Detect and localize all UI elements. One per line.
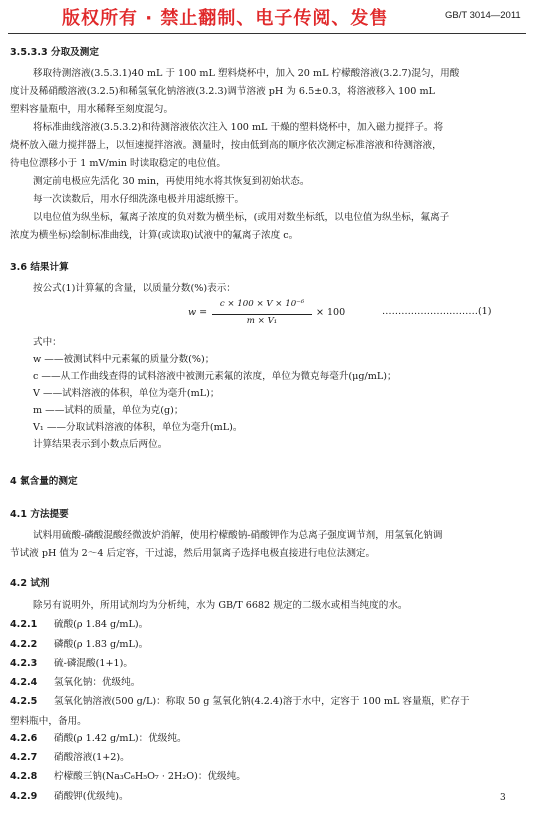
reagent-text: 硝酸钾(优级纯)。 bbox=[54, 791, 129, 802]
formula-denominator: m × V₁ bbox=[246, 316, 278, 326]
reagent-number: 4.2.9 bbox=[10, 791, 38, 802]
paragraph-line: 塑料容量瓶中，用水稀释至刻度混匀。 bbox=[10, 104, 174, 115]
reagent-text: 硝酸(ρ 1.42 g/mL)：优级纯。 bbox=[54, 733, 187, 744]
reagent-text: 硫-磷混酸(1+1)。 bbox=[54, 658, 133, 669]
reagent-item bbox=[10, 713, 87, 731]
reagent-item bbox=[10, 693, 470, 711]
paragraph-line: 测定前电极应先活化 30 min，再使用纯水将其恢复到初始状态。 bbox=[33, 176, 310, 187]
paragraph-line: 以电位值为纵坐标，氟离子浓度的负对数为横坐标，(或用对数坐标纸，以电位值为纵坐标，氟离子 bbox=[33, 212, 450, 223]
reagent-text: 氢氧化钠溶液(500 g/L)：称取 50 g 氢氧化钠(4.2.4)溶于水中，定容于 100 mL 容量瓶，贮存于 bbox=[54, 696, 470, 707]
reagent-text: 硫酸(ρ 1.84 g/mL)。 bbox=[54, 619, 149, 630]
reagent-text: 磷酸(ρ 1.83 g/mL)。 bbox=[54, 639, 149, 650]
paragraph-line: 除另有说明外，所用试剂均为分析纯，水为 GB/T 6682 规定的二级水或相当纯度的水。 bbox=[33, 600, 408, 611]
header-divider bbox=[8, 33, 526, 34]
page-number: 3 bbox=[500, 793, 506, 803]
paragraph-line: 移取待测溶液(3.5.3.1)40 mL 于 100 mL 塑料烧杯中，加入 20 mL 柠檬酸溶液(3.2.7)混匀，用酸 bbox=[33, 68, 460, 79]
reagent-number: 4.2.2 bbox=[10, 639, 38, 650]
section-heading-4-1: 4.1 方法提要 bbox=[10, 509, 69, 520]
reagent-item bbox=[10, 655, 133, 673]
reagent-item bbox=[10, 749, 130, 767]
rounding-note: 计算结果表示到小数点后两位。 bbox=[33, 439, 168, 450]
section-heading-4: 4 氯含量的测定 bbox=[10, 476, 78, 487]
reagent-text: 柠檬酸三钠(Na₃C₆H₅O₇ · 2H₂O)：优级纯。 bbox=[54, 771, 246, 782]
formula-number: …………………………(1) bbox=[382, 306, 492, 317]
reagent-number: 4.2.7 bbox=[10, 752, 38, 763]
fraction-bar bbox=[212, 314, 312, 315]
paragraph-line: 将标准曲线溶液(3.5.3.2)和待测溶液依次注入 100 mL 干燥的塑料烧杯中，加入磁力搅拌子。将 bbox=[33, 122, 444, 133]
variable-definition: c ——从工作曲线查得的试料溶液中被测元素氟的浓度，单位为微克每毫升(μg/mL)； bbox=[33, 371, 397, 382]
paragraph-line: 每一次读数后，用水仔细洗涤电极并用滤纸擦干。 bbox=[33, 194, 245, 205]
variable-definition: m ——试料的质量，单位为克(g)； bbox=[33, 405, 184, 416]
reagent-number: 4.2.3 bbox=[10, 658, 38, 669]
section-heading-4-2: 4.2 试剂 bbox=[10, 578, 50, 589]
reagent-number: 4.2.6 bbox=[10, 733, 38, 744]
reagent-item bbox=[10, 636, 148, 654]
reagent-item bbox=[10, 616, 148, 634]
reagent-item bbox=[10, 788, 129, 806]
paragraph-line: 烧杯放入磁力搅拌器上，以恒速搅拌溶液。测量时，按由低到高的顺序依次测定标准溶液和待测溶液， bbox=[10, 140, 442, 151]
paragraph-line: 节试液 pH 值为 2～4 后定容，干过滤，然后用氯离子选择电极直接进行电位法测定。 bbox=[10, 548, 376, 559]
reagent-text: 氢氧化钠：优级纯。 bbox=[54, 677, 141, 688]
reagent-number: 4.2.5 bbox=[10, 696, 38, 707]
paragraph-line: 试料用硫酸-磷酸混酸经微波炉消解，使用柠檬酸钠-硝酸钾作为总离子强度调节剂，用氢氧化钠调 bbox=[33, 530, 443, 541]
section-heading-3-5-3-3: 3.5.3.3 分取及测定 bbox=[10, 47, 99, 58]
section-heading-3-6: 3.6 结果计算 bbox=[10, 262, 69, 273]
reagent-number: 4.2.4 bbox=[10, 677, 38, 688]
paragraph-line: 待电位漂移小于 1 mV/min 时读取稳定的电位值。 bbox=[10, 158, 226, 169]
reagent-item bbox=[10, 674, 140, 692]
reagent-item bbox=[10, 768, 246, 786]
formula-intro: 按公式(1)计算氟的含量，以质量分数(%)表示： bbox=[33, 283, 236, 294]
reagent-number: 4.2.8 bbox=[10, 771, 38, 782]
reagent-item bbox=[10, 730, 187, 748]
reagent-text: 硝酸溶液(1+2)。 bbox=[54, 752, 130, 763]
variable-definition: w ——被测试料中元素氟的质量分数(%)； bbox=[33, 354, 215, 365]
watermark-banner: 版权所有 · 禁止翻制、电子传阅、发售 bbox=[62, 8, 389, 29]
where-label: 式中： bbox=[33, 337, 62, 348]
paragraph-line: 度计及稀硝酸溶液(3.2.5)和稀氢氧化钠溶液(3.2.3)调节溶液 pH 为 6.5±0.3，将溶液移入 100 mL bbox=[10, 86, 435, 97]
reagent-number: 4.2.1 bbox=[10, 619, 38, 630]
formula-lhs: w = bbox=[188, 307, 208, 318]
formula-numerator: c × 100 × V × 10⁻⁶ bbox=[219, 299, 305, 309]
formula-multiplier: × 100 bbox=[316, 307, 346, 318]
variable-definition: V₁ ——分取试料溶液的体积，单位为毫升(mL)。 bbox=[33, 422, 243, 433]
variable-definition: V ——试料溶液的体积，单位为毫升(mL)； bbox=[33, 388, 220, 399]
paragraph-line: 浓度为横坐标)绘制标准曲线，计算(或读取)试液中的氟离子浓度 c。 bbox=[10, 230, 299, 241]
standard-number: GB/T 3014—2011 bbox=[445, 10, 521, 21]
reagent-text: 塑料瓶中，备用。 bbox=[10, 716, 87, 727]
